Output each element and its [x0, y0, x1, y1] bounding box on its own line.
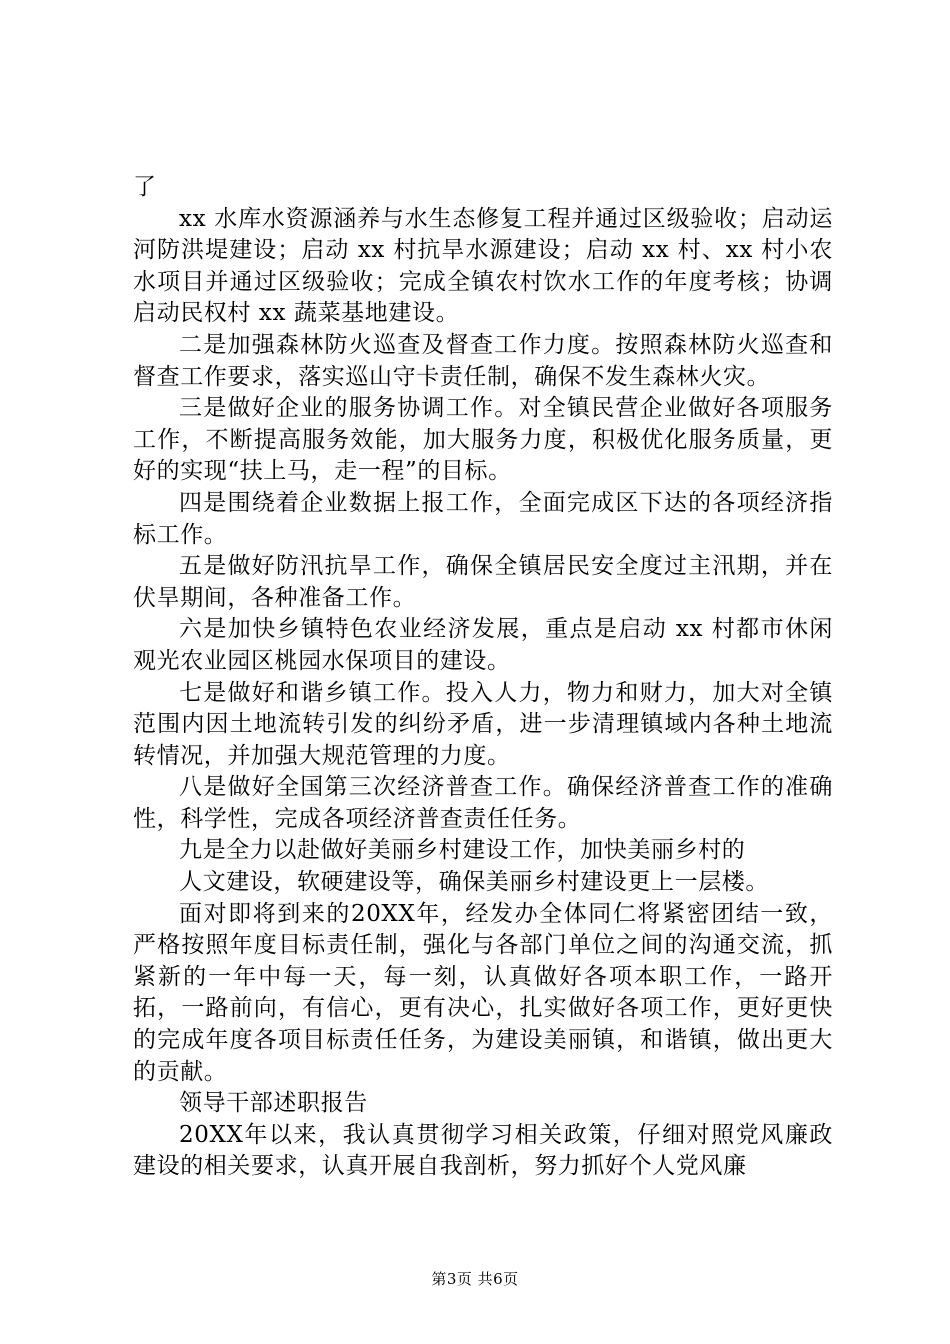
paragraph-2: xx 水库水资源涵养与水生态修复工程并通过区级验收；启动运河防洪堤建设；启动 xx 村抗旱水源建设；启动 xx 村、xx 村小农水项目并通过区级验收；完成全镇农村饮水工作的年度考核；协调启动民权村 xx 蔬菜基地建设。	[133, 205, 833, 327]
paragraph-11: 人文建设，软硬建设等，确保美丽乡村建设更上一层楼。	[179, 869, 769, 896]
body-text	[133, 172, 833, 1183]
paragraph-5: 四是围绕着企业数据上报工作，全面完成区下达的各项经济指标工作。	[133, 489, 833, 548]
paragraph-6: 五是做好防汛抗旱工作，确保全镇居民安全度过主汛期，并在伏旱期间，各种准备工作。	[133, 553, 833, 611]
page-number-footer: 第3页 共6页	[431, 1270, 519, 1288]
paragraph-9: 八是做好全国第三次经济普查工作。确保经济普查工作的准确性，科学性，完成各项经济普查责任任务。	[133, 774, 833, 832]
paragraph-14: 20XX年以来，我认真贯彻学习相关政策，仔细对照党风廉政建设的相关要求，认真开展自我剖析，努力抓好个人党风廉	[133, 1121, 833, 1180]
paragraph-4: 三是做好企业的服务协调工作。对全镇民营企业做好各项服务工作，不断提高服务效能，加大服务力度，积极优化服务质量，更好的实现“扶上马，走一程”的目标。	[133, 395, 833, 485]
paragraph-7: 六是加快乡镇特色农业经济发展，重点是启动 xx 村都市休闲观光农业园区桃园水保项目的建设。	[133, 616, 833, 674]
paragraph-10: 九是全力以赴做好美丽乡村建设工作，加快美丽乡村的	[179, 837, 746, 864]
paragraph-3: 二是加强森林防火巡查及督查工作力度。按照森林防火巡查和督查工作要求，落实巡山守卡责任制，确保不发生森林火灾。	[133, 331, 833, 390]
paragraph-8: 七是做好和谐乡镇工作。投入人力，物力和财力，加大对全镇范围内因土地流转引发的纠纷矛盾，进一步清理镇域内各种土地流转情况，并加强大规范管理的力度。	[133, 679, 833, 769]
section-heading: 领导干部述职报告	[179, 1090, 368, 1117]
paragraph-1: 了	[133, 174, 157, 200]
paragraph-12: 面对即将到来的20XX年，经发办全体同仁将紧密团结一致，严格按照年度目标责任制，强化与各部门单位之间的沟通交流，抓紧新的一年中每一天，每一刻，认真做好各项本职工作，一路开拓，一路前向，有信心，更有决心，扎实做好各项工作，更好更快的完成年度各项目标责任任务，为建设美丽镇，和谐镇，做出更大的贡献。	[133, 900, 833, 1085]
